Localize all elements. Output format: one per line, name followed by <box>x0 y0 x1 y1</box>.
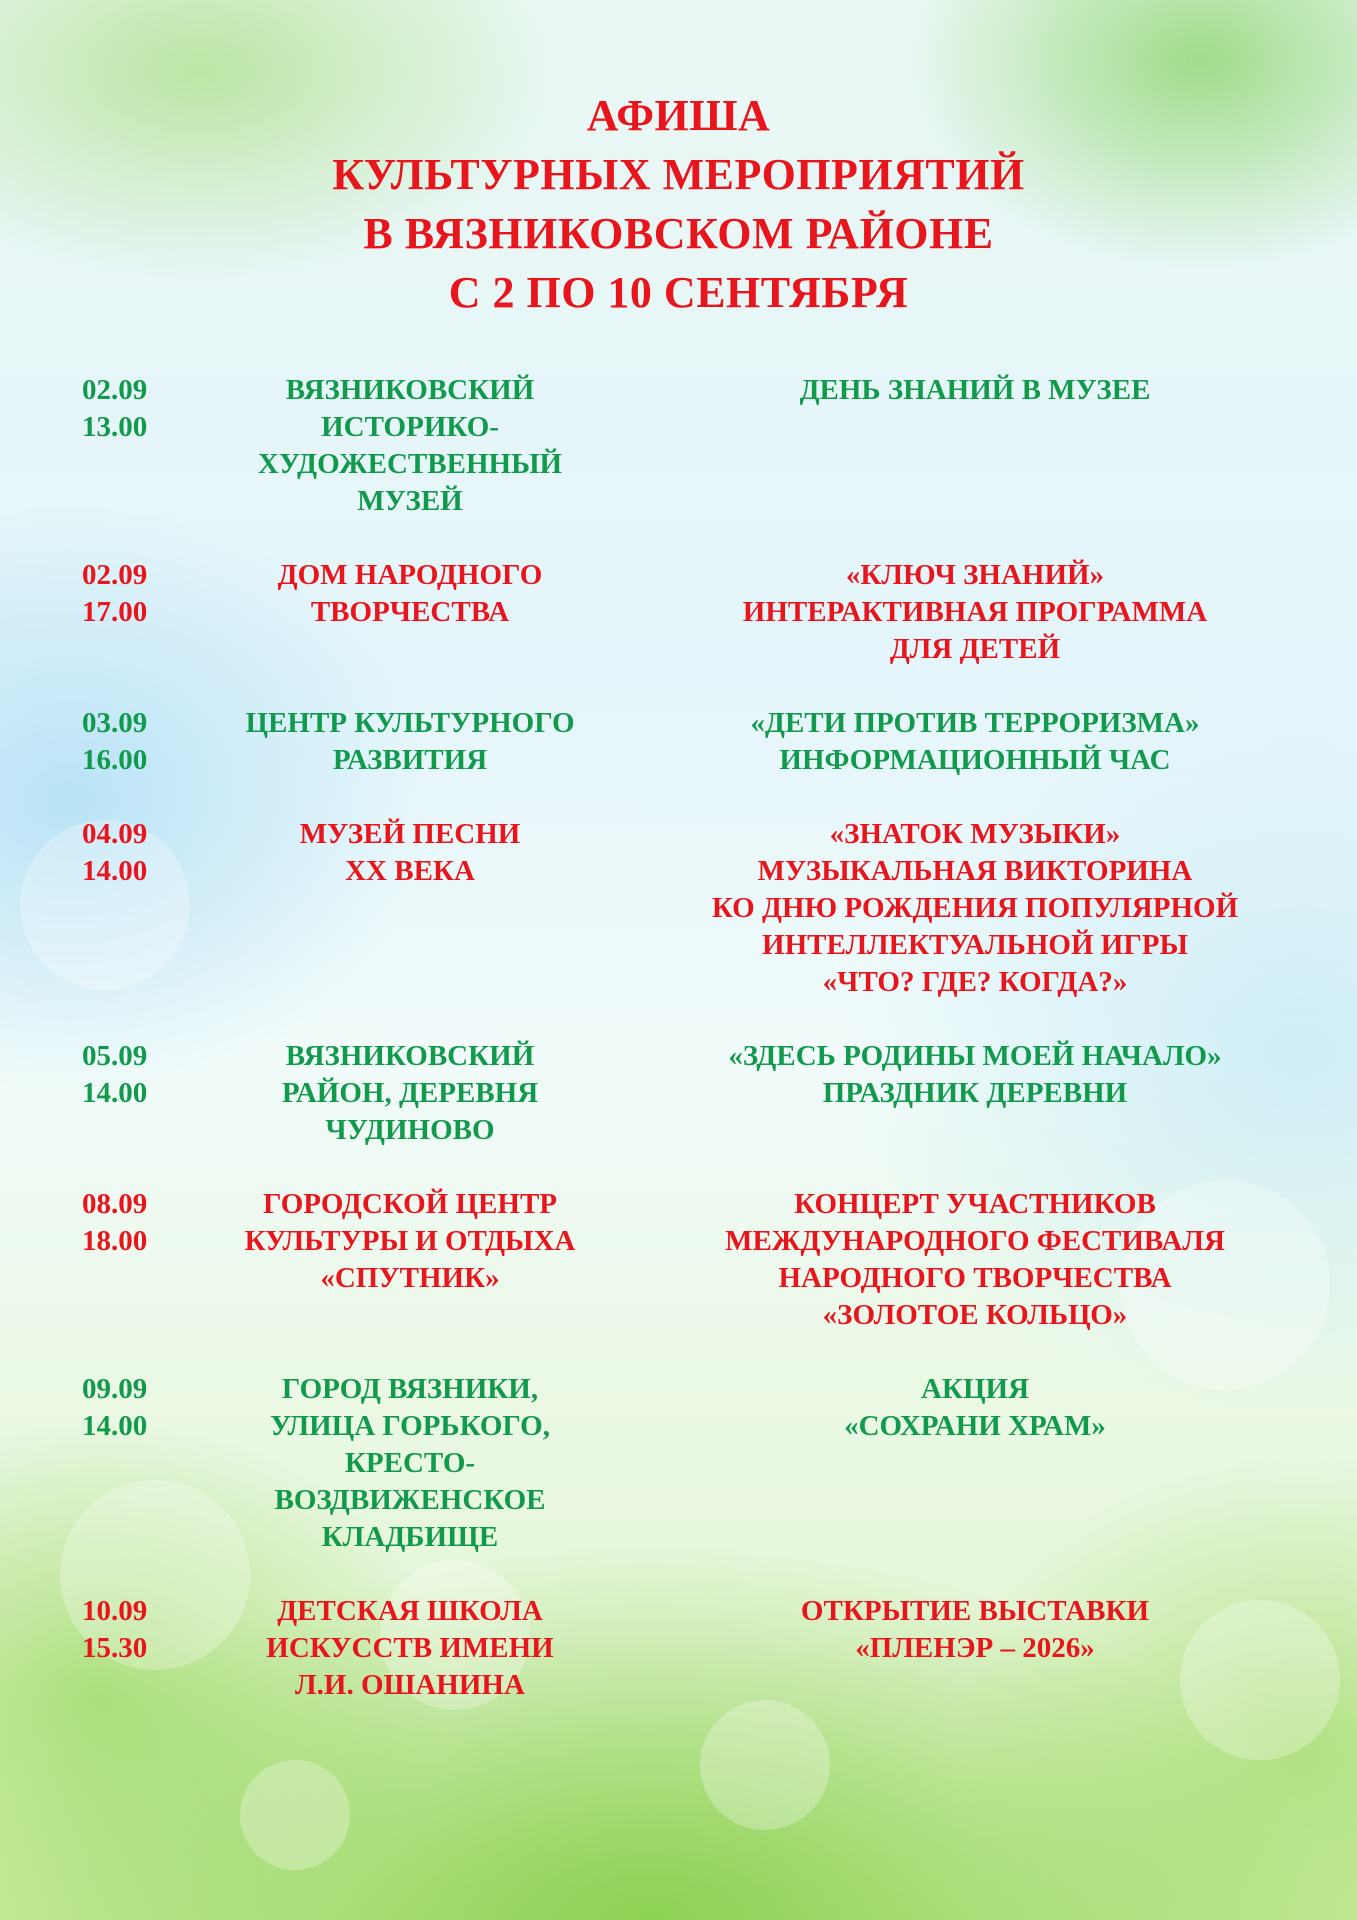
event-title-line: ИНТЕРАКТИВНАЯ ПРОГРАММА <box>742 596 1208 628</box>
event-venue-line: ВЯЗНИКОВСКИЙ <box>285 1040 535 1072</box>
event-time: 16.00 <box>82 744 148 776</box>
event-venue-line: УЛИЦА ГОРЬКОГО, <box>270 1410 550 1442</box>
event-venue <box>210 816 610 890</box>
event-title <box>660 372 1290 409</box>
event-time: 14.00 <box>82 855 148 887</box>
event-time: 13.00 <box>82 411 148 443</box>
event-title-line: «СОХРАНИ ХРАМ» <box>844 1410 1106 1442</box>
event-venue-line: КУЛЬТУРЫ И ОТДЫХА <box>244 1225 576 1257</box>
event-title <box>660 1593 1290 1667</box>
event-datetime <box>82 372 192 446</box>
event-title-line: ДЕНЬ ЗНАНИЙ В МУЗЕЕ <box>799 374 1151 406</box>
event-title-line: «ЗДЕСЬ РОДИНЫ МОЕЙ НАЧАЛО» <box>728 1040 1222 1072</box>
event-time: 18.00 <box>82 1225 148 1257</box>
event-venue-line: ЦЕНТР КУЛЬТУРНОГО <box>245 707 575 739</box>
event-date: 10.09 <box>82 1595 148 1627</box>
poster-header <box>0 86 1357 322</box>
event-datetime <box>82 1371 192 1445</box>
event-title-line: КО ДНЮ РОЖДЕНИЯ ПОПУЛЯРНОЙ <box>711 892 1239 924</box>
event-venue-line: «СПУТНИК» <box>320 1262 500 1294</box>
event-title-line: МЕЖДУНАРОДНОГО ФЕСТИВАЛЯ <box>725 1225 1225 1257</box>
event-date: 08.09 <box>82 1188 148 1220</box>
event-title <box>660 557 1290 668</box>
event-datetime <box>82 1038 192 1112</box>
event-datetime <box>82 557 192 631</box>
event-title-line: ИНТЕЛЛЕКТУАЛЬНОЙ ИГРЫ <box>762 929 1188 961</box>
event-venue-line: ИСКУССТВ ИМЕНИ <box>266 1632 554 1664</box>
event-time: 14.00 <box>82 1077 148 1109</box>
event-venue <box>210 1371 610 1556</box>
event-time: 15.30 <box>82 1632 148 1664</box>
event-datetime <box>82 816 192 890</box>
event-venue-line: ИСТОРИКО- <box>321 411 499 443</box>
header-line: КУЛЬТУРНЫХ МЕРОПРИЯТИЙ <box>332 150 1025 199</box>
event-time: 14.00 <box>82 1410 148 1442</box>
event-title-line: «ПЛЕНЭР – 2026» <box>855 1632 1095 1664</box>
event-venue-line: ГОРОДСКОЙ ЦЕНТР <box>262 1188 558 1220</box>
event-title-line: НАРОДНОГО ТВОРЧЕСТВА <box>778 1262 1172 1294</box>
event-venue-line: РАЙОН, ДЕРЕВНЯ <box>281 1077 539 1109</box>
event-venue-line: ХУДОЖЕСТВЕННЫЙ <box>257 448 563 480</box>
event-title-line: «КЛЮЧ ЗНАНИЙ» <box>845 559 1105 591</box>
event-time: 17.00 <box>82 596 148 628</box>
event-venue-line: КРЕСТО- <box>344 1447 476 1479</box>
event-datetime <box>82 1186 192 1260</box>
event-venue-line: КЛАДБИЩЕ <box>321 1521 499 1553</box>
event-title <box>660 705 1290 779</box>
event-venue <box>210 705 610 779</box>
event-title-line: «ЗОЛОТОЕ КОЛЬЦО» <box>822 1299 1128 1331</box>
event-venue <box>210 1186 610 1297</box>
event-venue <box>210 557 610 631</box>
event-date: 04.09 <box>82 818 148 850</box>
event-date: 05.09 <box>82 1040 148 1072</box>
event-venue <box>210 1038 610 1149</box>
event-title-line: КОНЦЕРТ УЧАСТНИКОВ <box>794 1188 1156 1220</box>
event-title <box>660 1371 1290 1445</box>
event-venue-line: ВОЗДВИЖЕНСКОЕ <box>274 1484 546 1516</box>
event-title-line: ДЛЯ ДЕТЕЙ <box>889 633 1061 665</box>
event-venue-line: ВЯЗНИКОВСКИЙ <box>285 374 535 406</box>
event-title-line: «ЗНАТОК МУЗЫКИ» <box>829 818 1121 850</box>
event-title-line: ПРАЗДНИК ДЕРЕВНИ <box>822 1077 1128 1109</box>
event-venue-line: РАЗВИТИЯ <box>332 744 488 776</box>
event-date: 03.09 <box>82 707 148 739</box>
header-line: С 2 ПО 10 СЕНТЯБРЯ <box>448 268 909 317</box>
bokeh-decoration <box>240 1760 350 1870</box>
event-title <box>660 1038 1290 1112</box>
event-title-line: АКЦИЯ <box>920 1373 1030 1405</box>
event-venue-line: ДЕТСКАЯ ШКОЛА <box>277 1595 543 1627</box>
event-venue-line: XX ВЕКА <box>345 855 475 887</box>
event-venue <box>210 1593 610 1704</box>
event-datetime <box>82 705 192 779</box>
event-date: 02.09 <box>82 559 148 591</box>
event-title-line: «ЧТО? ГДЕ? КОГДА?» <box>822 966 1128 998</box>
event-datetime <box>82 1593 192 1667</box>
event-venue-line: МУЗЕЙ ПЕСНИ <box>299 818 521 850</box>
event-title-line: «ДЕТИ ПРОТИВ ТЕРРОРИЗМА» <box>750 707 1200 739</box>
event-venue-line: ГОРОД ВЯЗНИКИ, <box>281 1373 539 1405</box>
event-venue-line: Л.И. ОШАНИНА <box>295 1669 525 1701</box>
event-venue-line: ТВОРЧЕСТВА <box>310 596 510 628</box>
bokeh-decoration <box>700 1700 830 1830</box>
event-date: 02.09 <box>82 374 148 406</box>
event-title <box>660 816 1290 1001</box>
event-venue-line: МУЗЕЙ <box>357 485 463 517</box>
event-venue-line: ЧУДИНОВО <box>325 1114 495 1146</box>
event-title-line: ИНФОРМАЦИОННЫЙ ЧАС <box>779 744 1171 776</box>
event-title-line: ОТКРЫТИЕ ВЫСТАВКИ <box>800 1595 1150 1627</box>
event-venue-line: ДОМ НАРОДНОГО <box>277 559 543 591</box>
event-venue <box>210 372 610 520</box>
header-line: АФИША <box>586 91 771 140</box>
event-date: 09.09 <box>82 1373 148 1405</box>
event-title <box>660 1186 1290 1334</box>
header-line: В ВЯЗНИКОВСКОМ РАЙОНЕ <box>363 209 994 258</box>
event-title-line: МУЗЫКАЛЬНАЯ ВИКТОРИНА <box>757 855 1193 887</box>
